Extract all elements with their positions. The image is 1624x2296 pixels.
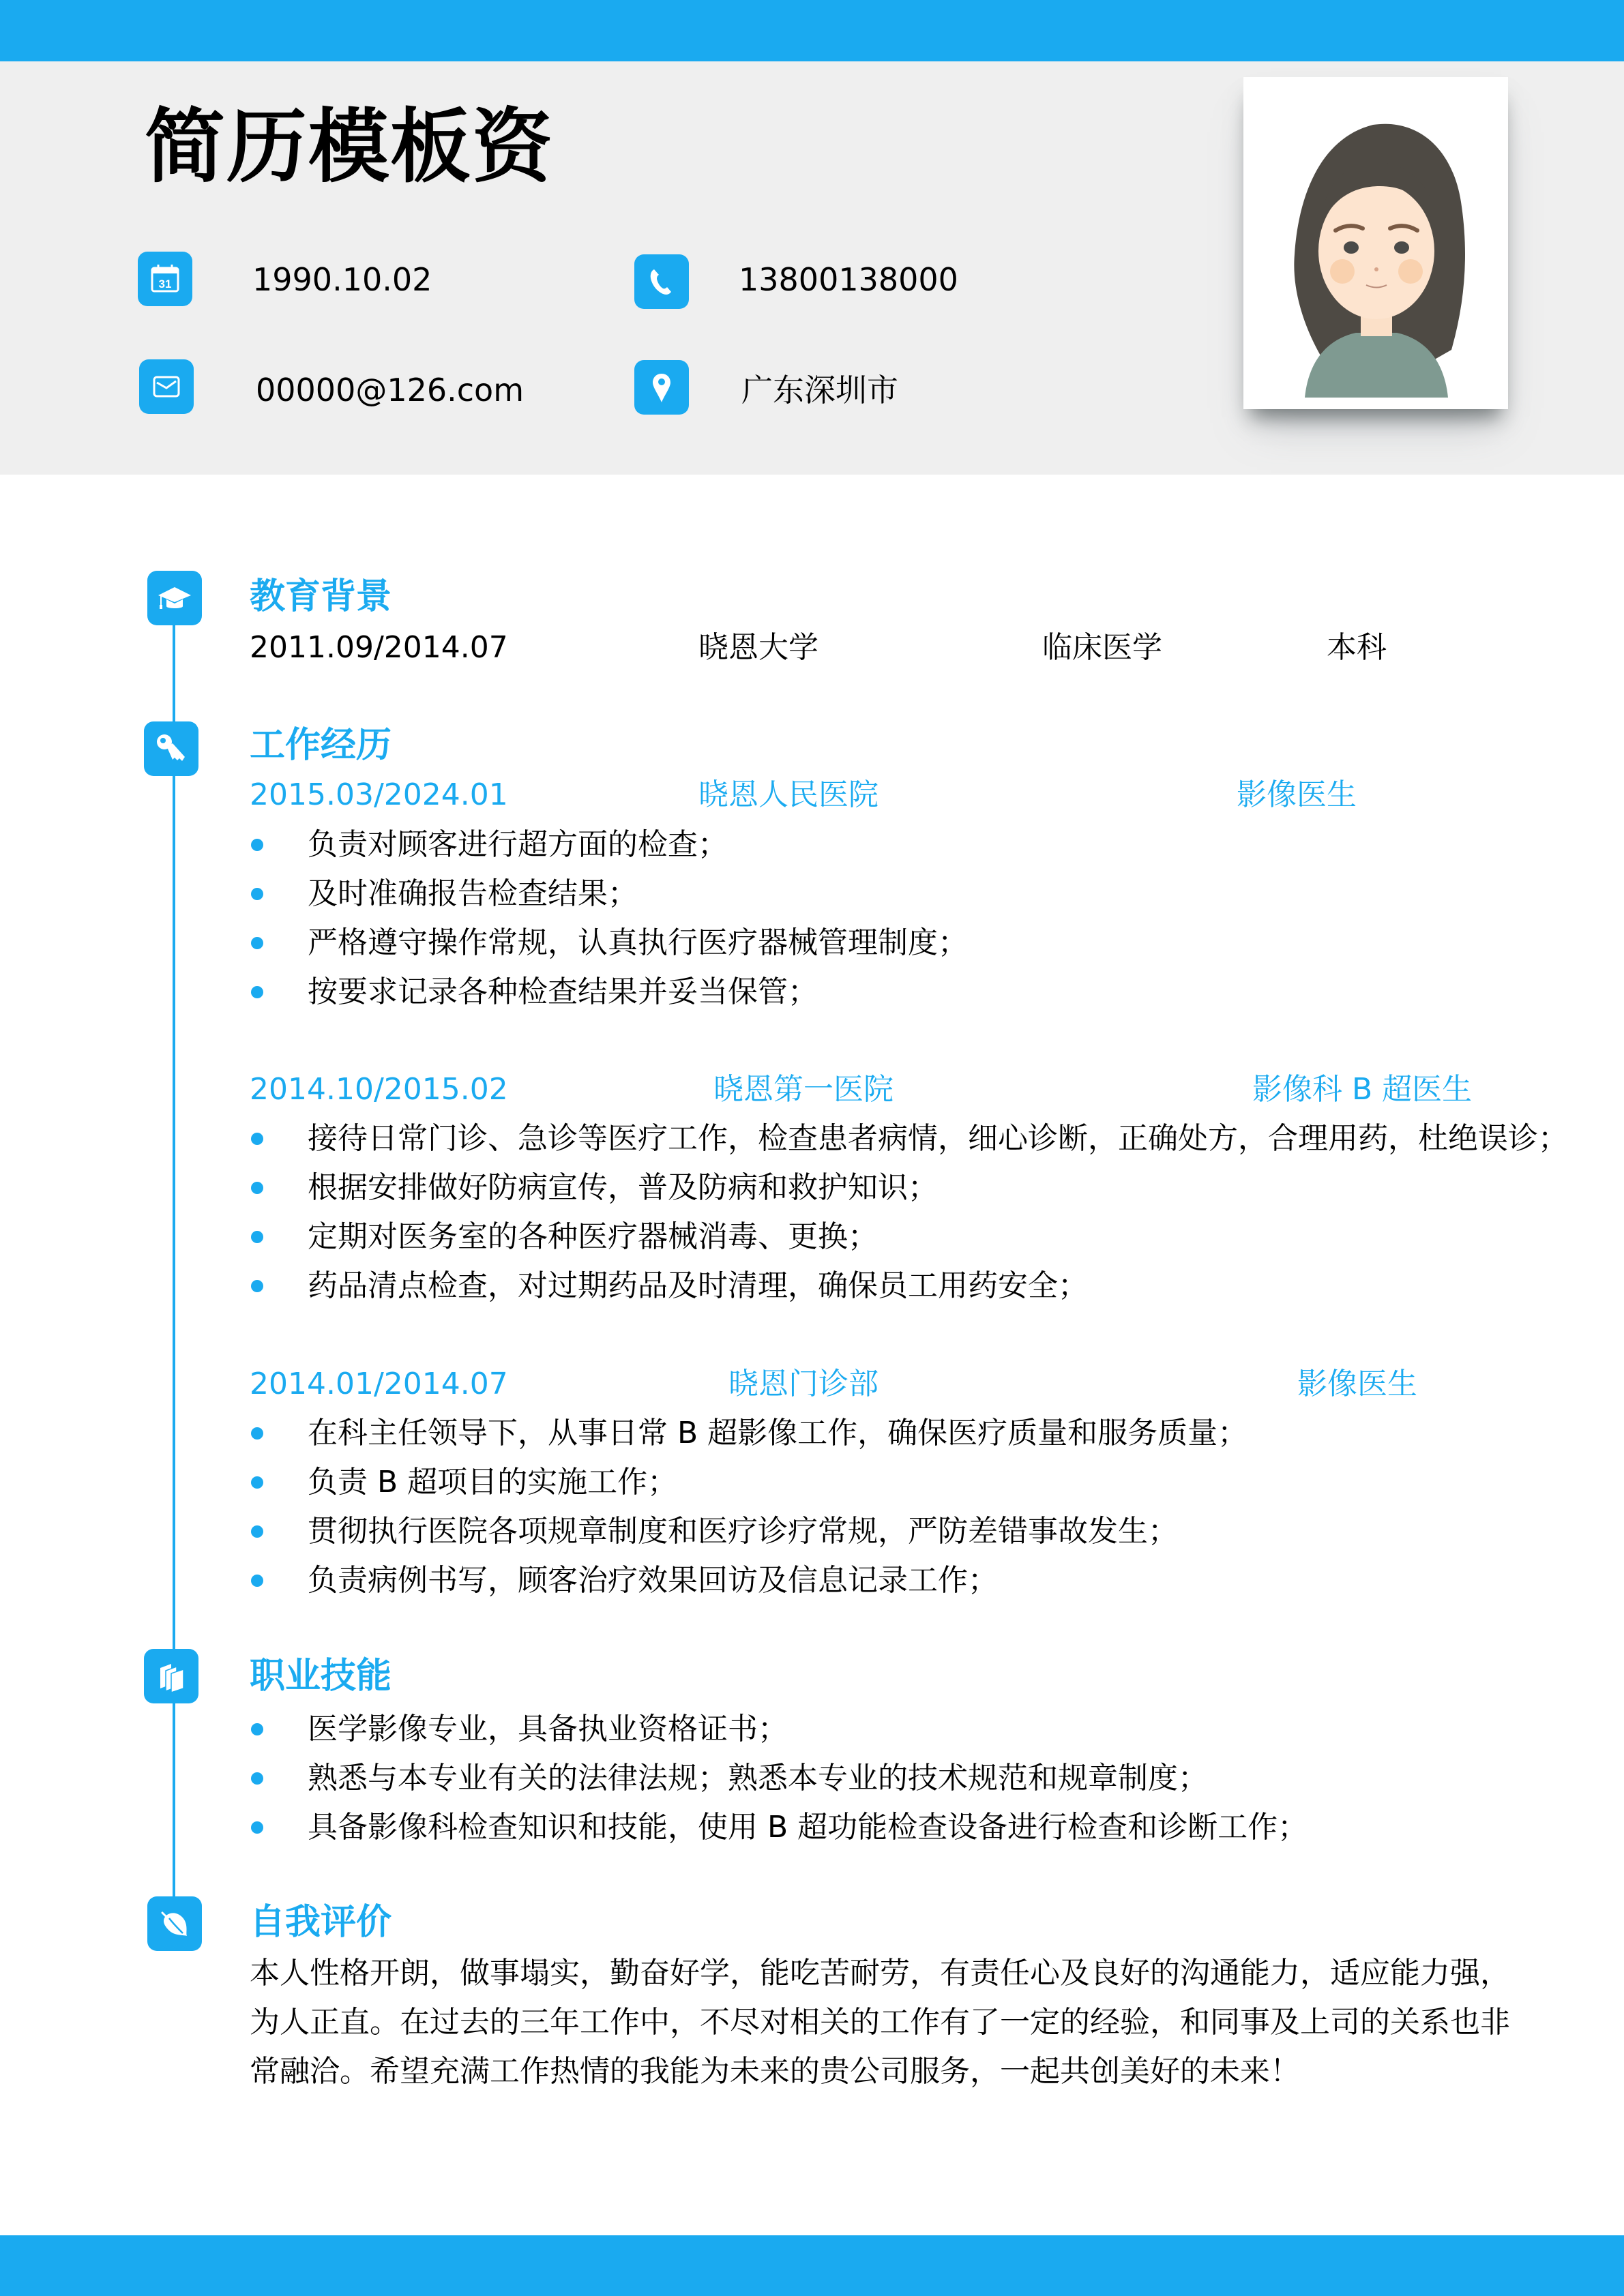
duty-item: 负责 B 超项目的实施工作； xyxy=(251,1458,1247,1507)
education-period: 2011.09/2014.07 xyxy=(250,630,508,665)
job-duties-list xyxy=(251,1114,1568,1311)
svg-text:31: 31 xyxy=(158,278,172,290)
resume-title: 简历模板资 xyxy=(145,100,555,194)
duty-item: 负责病例书写，顾客治疗效果回访及信息记录工作； xyxy=(251,1556,1247,1605)
bullet-dot-icon xyxy=(251,1476,263,1489)
bullet-dot-icon xyxy=(251,1133,263,1145)
leaf-icon xyxy=(147,1896,202,1951)
bullet-dot-icon xyxy=(251,1231,263,1243)
skill-item: 熟悉与本专业有关的法律法规；熟悉本专业的技术规范和规章制度； xyxy=(251,1754,1308,1803)
birthdate-value: 1990.10.02 xyxy=(252,261,432,298)
bullet-dot-icon xyxy=(251,1723,263,1735)
job-period: 2014.01/2014.07 xyxy=(250,1367,508,1401)
bullet-dot-icon xyxy=(251,1575,263,1587)
bullet-dot-icon xyxy=(251,888,263,900)
duty-item: 在科主任领导下，从事日常 B 超影像工作，确保医疗质量和服务质量； xyxy=(251,1409,1247,1458)
bullet-dot-icon xyxy=(251,1280,263,1292)
duty-item: 根据安排做好防病宣传，普及防病和救护知识； xyxy=(251,1163,1568,1212)
bottom-accent-bar xyxy=(0,2235,1624,2296)
section-title-self-evaluation: 自我评价 xyxy=(250,1902,392,1943)
duty-item: 及时准确报告检查结果； xyxy=(251,869,968,919)
bullet-dot-icon xyxy=(251,839,263,851)
education-school: 晓恩大学 xyxy=(698,630,818,665)
education-major: 临床医学 xyxy=(1042,630,1162,665)
email-value: 00000@126.com xyxy=(256,372,524,408)
section-title-work: 工作经历 xyxy=(250,725,392,766)
skill-item: 医学影像专业，具备执业资格证书； xyxy=(251,1705,1308,1754)
duty-item: 贯彻执行医院各项规章制度和医疗诊疗常规，严防差错事故发生； xyxy=(251,1507,1247,1556)
duty-item: 负责对顾客进行超方面的检查； xyxy=(251,820,968,869)
location-value: 广东深圳市 xyxy=(741,372,898,408)
section-title-skills: 职业技能 xyxy=(250,1656,392,1697)
job-period: 2014.10/2015.02 xyxy=(250,1072,508,1107)
bullet-dot-icon xyxy=(251,937,263,949)
duty-item: 药品清点检查，对过期药品及时清理，确保员工用药安全； xyxy=(251,1262,1568,1311)
bullet-dot-icon xyxy=(251,1821,263,1834)
bullet-dot-icon xyxy=(251,1182,263,1194)
self-evaluation-text: 本人性格开朗，做事塌实，勤奋好学，能吃苦耐劳，有责任心及良好的沟通能力，适应能力强，为人正直。在过去的三年工作中，不尽对相关的工作有了一定的经验，和同事及上司的关系也非常融洽。希望充满工作热情的我能为未来的贵公司服务，一起共创美好的未来！ xyxy=(250,1956,1510,2089)
mail-icon xyxy=(139,359,194,414)
job-position: 影像科 B 超医生 xyxy=(1252,1072,1473,1107)
duty-item: 按要求记录各种检查结果并妥当保管； xyxy=(251,968,968,1017)
bullet-dot-icon xyxy=(251,1525,263,1538)
phone-icon xyxy=(634,254,689,309)
job-position: 影像医生 xyxy=(1297,1367,1417,1401)
profile-photo xyxy=(1243,77,1508,409)
graduation-cap-icon xyxy=(147,571,202,625)
job-employer: 晓恩第一医院 xyxy=(713,1072,894,1107)
education-degree: 本科 xyxy=(1327,630,1387,665)
key-icon xyxy=(144,721,198,776)
phone-value: 13800138000 xyxy=(739,261,958,298)
duty-item: 严格遵守操作常规，认真执行医疗器械管理制度； xyxy=(251,919,968,968)
avatar-illustration xyxy=(1243,77,1508,409)
duty-item: 接待日常门诊、急诊等医疗工作，检查患者病情，细心诊断，正确处方，合理用药，杜绝误诊； xyxy=(251,1114,1568,1163)
calendar-icon xyxy=(138,252,192,306)
books-icon xyxy=(144,1649,198,1703)
bullet-dot-icon xyxy=(251,1427,263,1440)
bullet-dot-icon xyxy=(251,986,263,998)
job-period: 2015.03/2024.01 xyxy=(250,777,508,812)
job-employer: 晓恩门诊部 xyxy=(728,1367,879,1401)
job-employer: 晓恩人民医院 xyxy=(698,777,879,812)
job-duties-list xyxy=(251,820,968,1017)
duty-item: 定期对医务室的各种医疗器械消毒、更换； xyxy=(251,1212,1568,1262)
skill-item: 具备影像科检查知识和技能，使用 B 超功能检查设备进行检查和诊断工作； xyxy=(251,1803,1308,1852)
section-title-education: 教育背景 xyxy=(250,576,392,617)
job-duties-list xyxy=(251,1409,1247,1605)
job-position: 影像医生 xyxy=(1237,777,1357,812)
top-accent-bar xyxy=(0,0,1624,61)
skills-list xyxy=(251,1705,1308,1852)
bullet-dot-icon xyxy=(251,1772,263,1785)
timeline-line xyxy=(173,625,175,1898)
location-pin-icon xyxy=(634,360,689,415)
